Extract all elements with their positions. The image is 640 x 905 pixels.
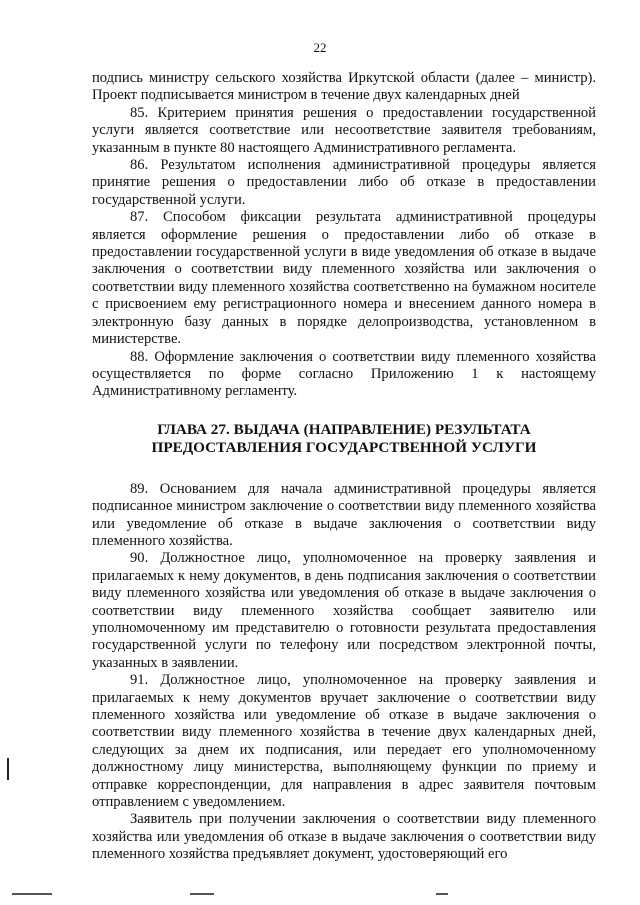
- paragraph-86: 86. Результатом исполнения административной процедуры является принятие решения о предоставлении либо об отказе в предоставлении государственной услуги.: [92, 157, 596, 208]
- page-number: 22: [313, 40, 327, 55]
- scan-artifact-mid: [190, 893, 214, 895]
- margin-scan-mark: [7, 758, 9, 780]
- chapter-heading: [92, 421, 596, 457]
- paragraph-88: 88. Оформление заключения о соответствии виду племенного хозяйства осуществляется по форме согласно Приложению 1 к настоящему Административному регламенту.: [92, 348, 596, 400]
- scan-artifact-left: [12, 893, 52, 895]
- paragraph-89: 89. Основанием для начала административной процедуры является подписанное министром заключение о соответствии виду племенного хозяйства или уведомление об отказе в выдаче заключения о соответствии виду племенного хозяйства.: [92, 480, 596, 549]
- paragraph-continuation: подпись министру сельского хозяйства Иркутской области (далее – министр). Проект подписывается министром в течение двух календарных дней: [92, 70, 596, 104]
- paragraph-87: 87. Способом фиксации результата административной процедуры является оформление решения о предоставлении либо об отказе в предоставлении государственной услуги в виде уведомления об отказе в выдаче заключения о соответствии виду племенного хозяйства или заключения о соответствии виду племенного хозяйства соответственно на бумажном носителе с присвоением ему регистрационного номера и внесением данного номера в электронную базу данных в порядке делопроизводства, установленном в министерстве.: [92, 209, 596, 348]
- scan-artifact-right: [436, 893, 448, 895]
- document-body: [92, 70, 596, 864]
- paragraph-90: 90. Должностное лицо, уполномоченное на проверку заявления и прилагаемых к нему документов, в день подписания заключения о соответствии виду племенного хозяйства или уведомления об отказе в выдаче заключения о соответствии виду племенного хозяйства сообщает заявителю или уполномоченному им представителю о готовности результата предоставления государственной услуги по телефону или посредством электронной почты, указанных в заявлении.: [92, 550, 596, 671]
- paragraph-85: 85. Критерием принятия решения о предоставлении государственной услуги является соответствие или несоответствие заявителя требованиям, указанным в пункте 80 настоящего Административного регламента.: [92, 104, 596, 156]
- paragraph-applicant: Заявитель при получении заключения о соответствии виду племенного хозяйства или уведомления об отказе в выдаче заключения о соответствии виду племенного хозяйства предъявляет документ, удостоверяющий его: [92, 811, 596, 863]
- chapter-heading-line-2: ПРЕДОСТАВЛЕНИЯ ГОСУДАРСТВЕННОЙ УСЛУГИ: [151, 438, 537, 456]
- chapter-heading-line-1: ГЛАВА 27. ВЫДАЧА (НАПРАВЛЕНИЕ) РЕЗУЛЬТАТА: [157, 420, 531, 438]
- paragraph-91: 91. Должностное лицо, уполномоченное на проверку заявления и прилагаемых к нему документов вручает заключение о соответствии виду племенного хозяйства или уведомление об отказе в выдаче заключения о соответствии виду племенного хозяйства в течение двух календарных дней, следующих за днем их подписания, или передает его уполномоченному должностному лицу министерства, выполняющему функции по приему и отправке корреспонденции, для направления в адрес заявителя почтовым отправлением с уведомлением.: [92, 672, 596, 811]
